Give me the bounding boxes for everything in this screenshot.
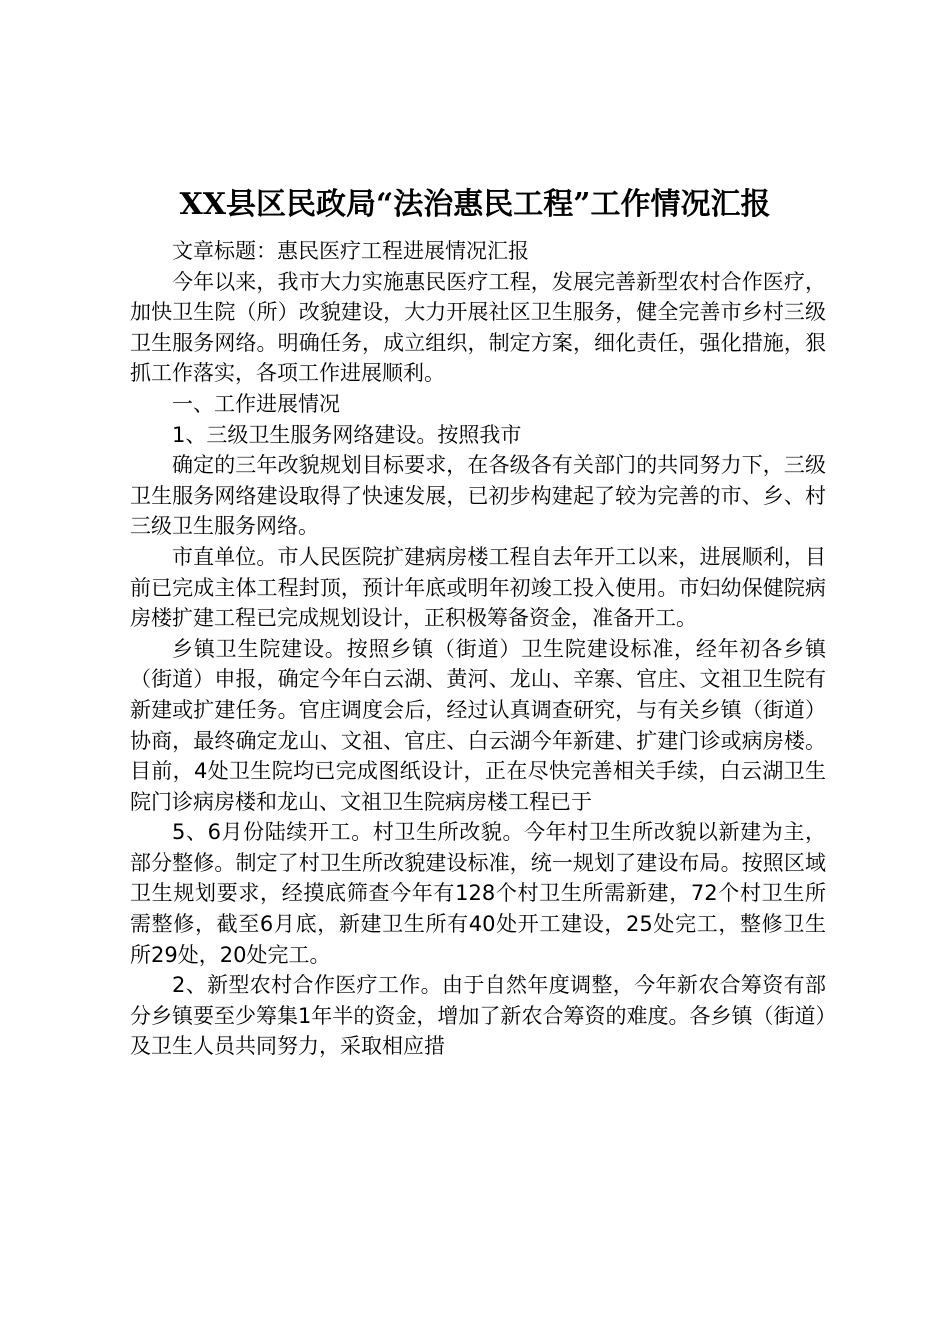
article-subtitle: 文章标题：惠民医疗工程进展情况汇报	[172, 239, 529, 263]
body-paragraph: 5、6月份陆续开工。村卫生所改貌。今年村卫生所改貌以新建为主，部分整修。制定了村卫生所改貌建设标准，统一规划了建设布局。按照区域卫生规划要求，经摸底筛查今年有128个村卫生所需新建，72个村卫生所需整修，截至6月底，新建卫生所有40处开工建设，25处完工，整修卫生所29处，20处完工。	[130, 820, 826, 967]
subsection-heading: 1、三级卫生服务网络建设。按照我市	[172, 422, 522, 447]
document-body	[130, 236, 826, 1062]
body-paragraph: 乡镇卫生院建设。按照乡镇（街道）卫生院建设标准，经年初各乡镇（街道）申报，确定今年白云湖、黄河、龙山、辛寨、官庄、文祖卫生院有新建或扩建任务。官庄调度会后，经过认真调查研究，与有关乡镇（街道）协商，最终确定龙山、文祖、官庄、白云湖今年新建、扩建门诊或病房楼。目前，4处卫生院均已完成图纸设计，正在尽快完善相关手续，白云湖卫生院门诊病房楼和龙山、文祖卫生院病房楼工程已于	[130, 636, 826, 814]
body-paragraph: 市直单位。市人民医院扩建病房楼工程自去年开工以来，进展顺利，目前已完成主体工程封顶，预计年底或明年初竣工投入使用。市妇幼保健院病房楼扩建工程已完成规划设计，正积极筹备资金，准备开工。	[130, 544, 826, 631]
section-heading: 一、工作进展情况	[172, 391, 340, 416]
body-paragraph: 2、新型农村合作医疗工作。由于自然年度调整，今年新农合筹资有部分乡镇要至少筹集1年半的资金，增加了新农合筹资的难度。各乡镇（街道）及卫生人员共同努力，采取相应措	[130, 973, 826, 1059]
document-title: XX县区民政局“法治惠民工程”工作情况汇报	[179, 187, 771, 222]
body-paragraph: 确定的三年改貌规划目标要求，在各级各有关部门的共同努力下，三级卫生服务网络建设取得了快速发展，已初步构建起了较为完善的市、乡、村三级卫生服务网络。	[130, 453, 826, 539]
intro-paragraph: 今年以来，我市大力实施惠民医疗工程，发展完善新型农村合作医疗，加快卫生院（所）改貌建设，大力开展社区卫生服务，健全完善市乡村三级卫生服务网络。明确任务，成立组织，制定方案，细化责任，强化措施，狠抓工作落实，各项工作进展顺利。	[130, 269, 826, 386]
